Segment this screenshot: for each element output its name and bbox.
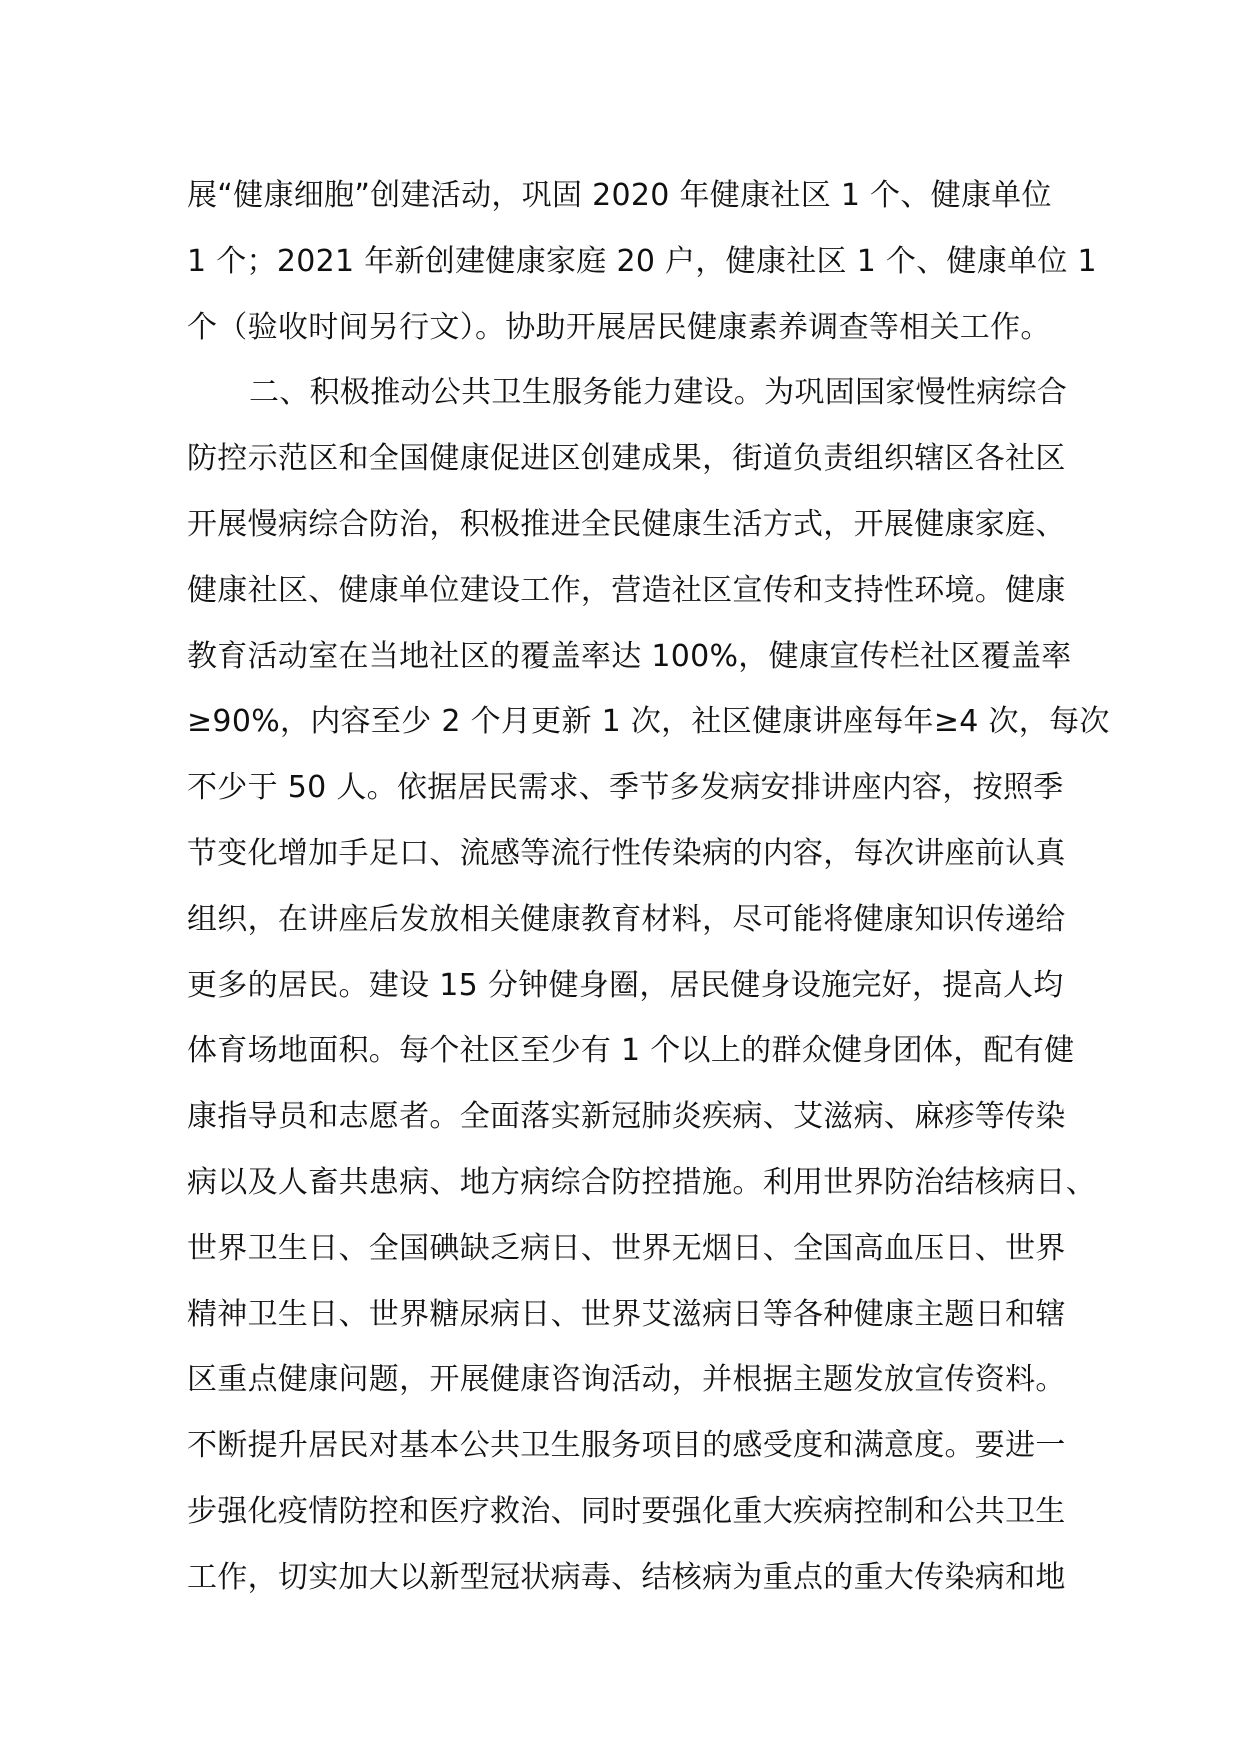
text-line: 不断提升居民对基本公共卫生服务项目的感受度和满意度。要进一 bbox=[187, 1428, 1066, 1464]
text-line: 展“健康细胞”创建活动，巩固 2020 年健康社区 1 个、健康单位 bbox=[187, 178, 1052, 213]
text-line: 体育场地面积。每个社区至少有 1 个以上的群众健身团体，配有健 bbox=[187, 1033, 1075, 1069]
text-line: 工作，切实加大以新型冠状病毒、结核病为重点的重大传染病和地 bbox=[187, 1559, 1066, 1595]
text-line: 节变化增加手足口、流感等流行性传染病的内容，每次讲座前认真 bbox=[187, 835, 1066, 871]
text-line: 区重点健康问题，开展健康咨询活动，并根据主题发放宣传资料。 bbox=[187, 1362, 1066, 1398]
text-line: 步强化疫情防控和医疗救治、同时要强化重大疾病控制和公共卫生 bbox=[187, 1493, 1066, 1529]
text-line: 健康社区、健康单位建设工作，营造社区宣传和支持性环境。健康 bbox=[187, 572, 1066, 608]
text-line: 开展慢病综合防治，积极推进全民健康生活方式，开展健康家庭、 bbox=[187, 506, 1066, 542]
text-line: 病以及人畜共患病、地方病综合防控措施。利用世界防治结核病日、 bbox=[187, 1164, 1096, 1200]
text-line: 个（验收时间另行文）。协助开展居民健康素养调查等相关工作。 bbox=[187, 309, 1051, 345]
text-line: 防控示范区和全国健康促进区创建成果，街道负责组织辖区各社区 bbox=[187, 441, 1066, 477]
text-line: 教育活动室在当地社区的覆盖率达 100%，健康宣传栏社区覆盖率 bbox=[187, 638, 1072, 674]
text-line: ≥90%，内容至少 2 个月更新 1 次，社区健康讲座每年≥4 次，每次 bbox=[187, 704, 1110, 740]
text-line: 1 个；2021 年新创建健康家庭 20 户，健康社区 1 个、健康单位 1 bbox=[187, 243, 1097, 279]
text-line: 精神卫生日、世界糖尿病日、世界艾滋病日等各种健康主题日和辖 bbox=[187, 1296, 1066, 1332]
text-line: 更多的居民。建设 15 分钟健身圈，居民健身设施完好，提高人均 bbox=[187, 967, 1064, 1003]
text-line: 组织，在讲座后发放相关健康教育材料，尽可能将健康知识传递给 bbox=[187, 901, 1066, 937]
body-text bbox=[187, 172, 1110, 1620]
section-heading-line: 二、积极推动公共卫生服务能力建设。为巩固国家慢性病综合 bbox=[249, 375, 1068, 411]
text-line: 世界卫生日、全国碘缺乏病日、世界无烟日、全国高血压日、世界 bbox=[187, 1230, 1066, 1266]
text-line: 不少于 50 人。依据居民需求、季节多发病安排讲座内容，按照季 bbox=[187, 770, 1064, 806]
text-line: 康指导员和志愿者。全面落实新冠肺炎疾病、艾滋病、麻疹等传染 bbox=[187, 1099, 1066, 1135]
